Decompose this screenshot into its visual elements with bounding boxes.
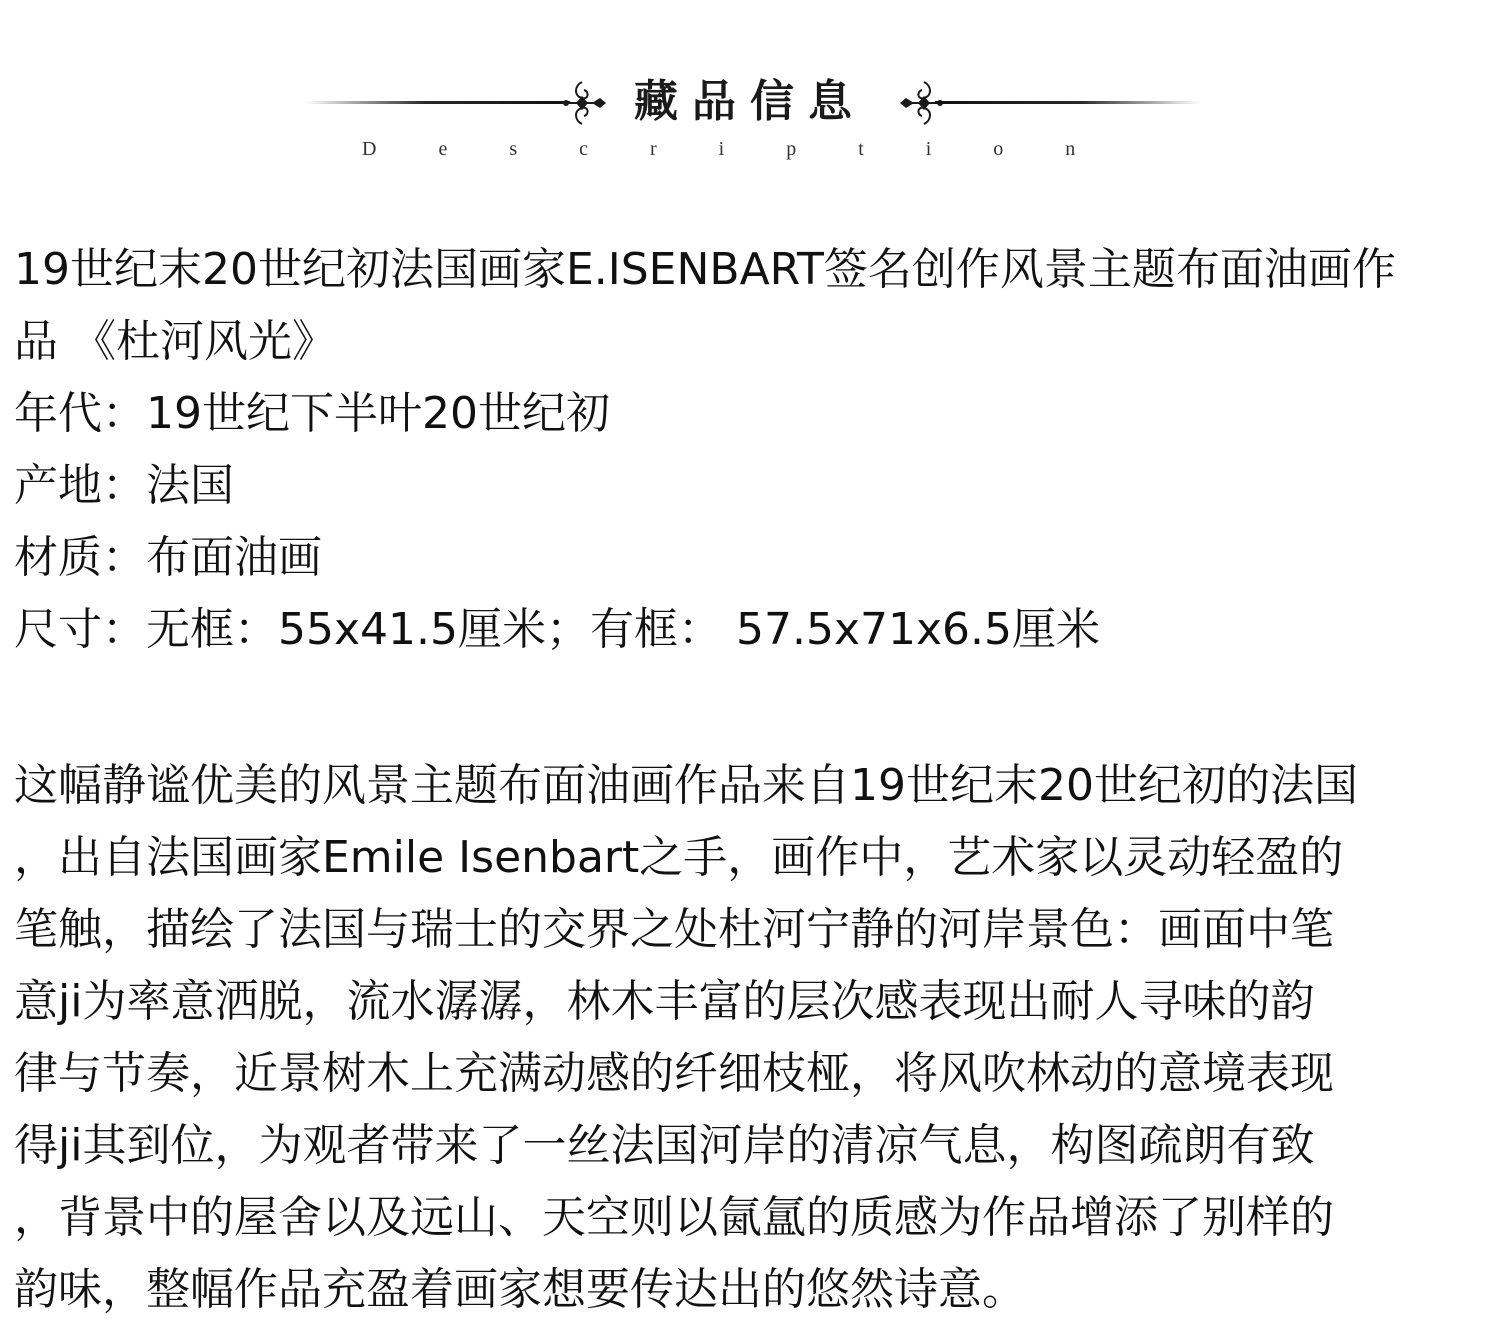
description-line: 韵味，整幅作品充盈着画家想要传达出的悠然诗意。: [14, 1264, 1026, 1315]
description-line: 这幅静谧优美的风景主题布面油画作品来自19世纪末20世纪初的法国: [14, 760, 1358, 811]
description-line: ，背景中的屋舍以及远山、天空则以氤氲的质感为作品增添了别样的: [14, 1192, 1334, 1243]
divider-line-left: [305, 101, 570, 104]
material-field: 材质：布面油画: [14, 532, 322, 583]
divider-line-right: [935, 101, 1200, 104]
origin-field: 产地：法国: [14, 460, 234, 511]
section-title: 藏品信息: [634, 76, 866, 127]
description-line: 意ji为率意洒脱，流水潺潺，林木丰富的层次感表现出耐人寻味的韵: [14, 976, 1315, 1027]
era-field: 年代：19世纪下半叶20世纪初: [14, 388, 610, 439]
section-subtitle: Description: [362, 138, 1138, 160]
paragraph-spacer: [14, 666, 1474, 750]
collection-info: [14, 234, 1474, 1326]
description-line: 得ji其到位，为观者带来了一丝法国河岸的清凉气息，构图疏朗有致: [14, 1120, 1315, 1171]
description-line: ，出自法国画家Emile Isenbart之手，画作中，艺术家以灵动轻盈的: [14, 832, 1344, 883]
description-line: 律与节奏，近景树木上充满动感的纤细枝桠，将风吹林动的意境表现: [14, 1048, 1334, 1099]
artwork-title-line-2: 品 《杜河风光》: [14, 316, 336, 367]
artwork-title-line-1: 19世纪末20世纪初法国画家E.ISENBART签名创作风景主题布面油画作: [14, 244, 1396, 295]
section-header: [0, 0, 1500, 190]
size-field: 尺寸：无框：55x41.5厘米；有框： 57.5x71x6.5厘米: [14, 604, 1100, 655]
description-line: 笔触，描绘了法国与瑞士的交界之处杜河宁静的河岸景色：画面中笔: [14, 904, 1334, 955]
description-paragraph: [14, 750, 1474, 1326]
